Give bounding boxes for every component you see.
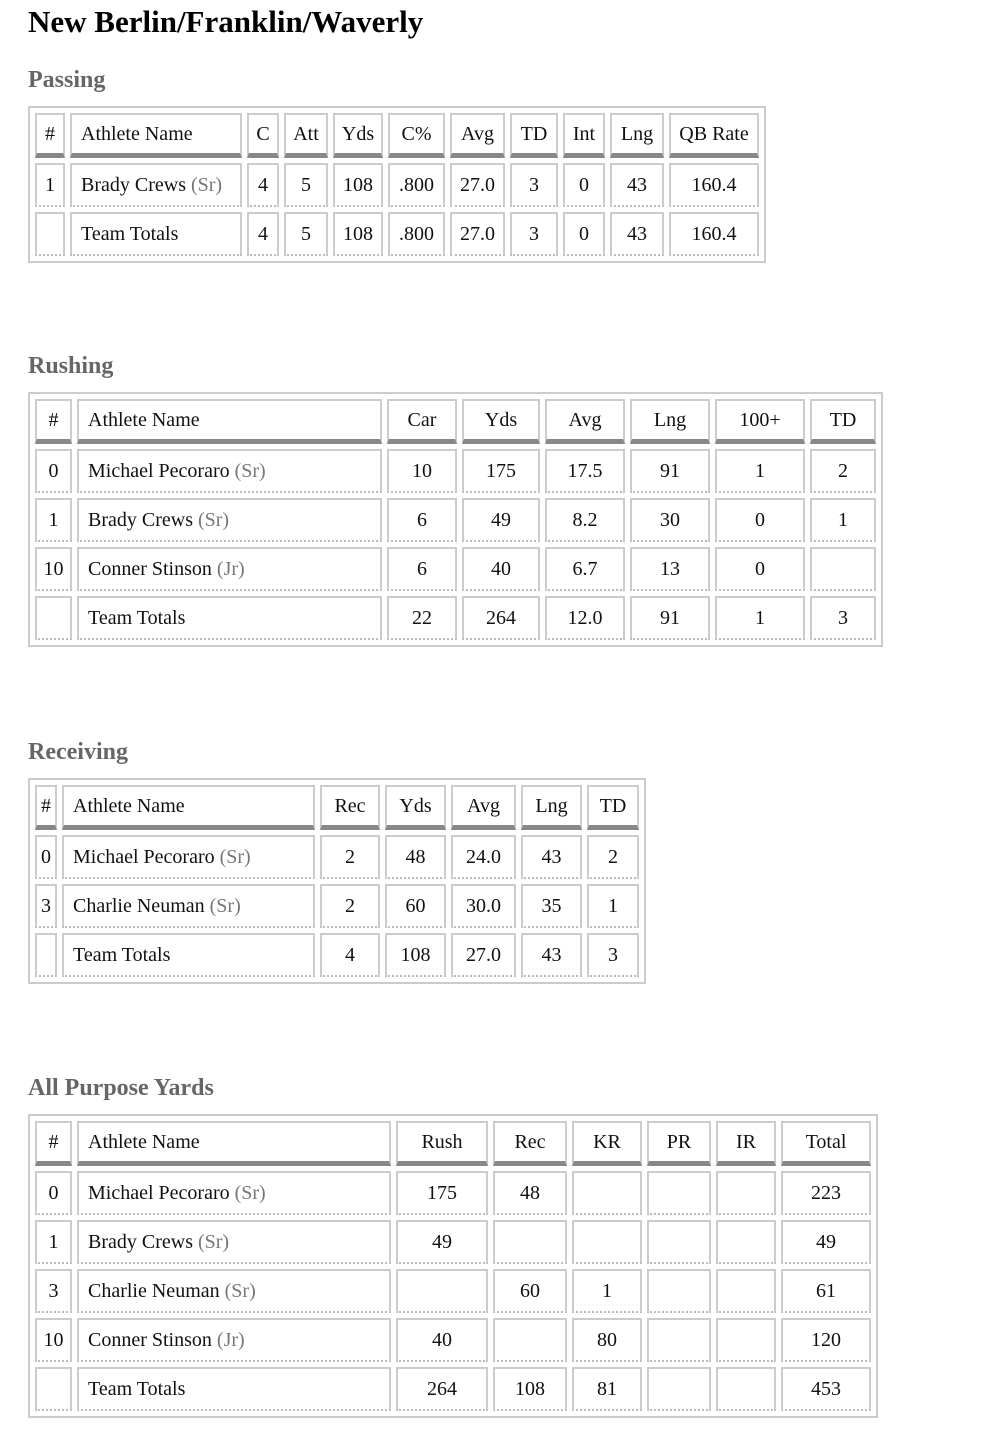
column-header: Lng (610, 113, 664, 158)
table-row (35, 1367, 871, 1411)
athlete-name: Michael Pecoraro (88, 459, 230, 482)
stat-cell: 40 (462, 547, 540, 591)
jersey-number (35, 596, 72, 640)
jersey-number: 10 (35, 1318, 72, 1362)
table-row (35, 1318, 871, 1362)
table-row (35, 547, 876, 591)
column-header: Car (387, 399, 457, 444)
column-header: Rush (396, 1121, 488, 1166)
column-header: PR (647, 1121, 711, 1166)
stat-cell: 1 (810, 498, 876, 542)
stat-cell (716, 1318, 776, 1362)
stat-cell: 43 (521, 933, 582, 977)
athlete-year: (Sr) (209, 894, 241, 917)
stat-cell: 160.4 (669, 212, 759, 256)
stat-cell (647, 1220, 711, 1264)
column-header: Total (781, 1121, 871, 1166)
stat-cell: 61 (781, 1269, 871, 1313)
athlete-name: Team Totals (88, 1377, 186, 1400)
rushing-table (28, 392, 883, 647)
stat-cell: 4 (247, 163, 279, 207)
jersey-number: 1 (35, 498, 72, 542)
stat-cell (647, 1318, 711, 1362)
stat-cell: 108 (385, 933, 446, 977)
jersey-number: 1 (35, 1220, 72, 1264)
stat-cell: 4 (247, 212, 279, 256)
stat-cell: 6 (387, 498, 457, 542)
athlete-name: Brady Crews (88, 1230, 193, 1253)
stat-cell (647, 1171, 711, 1215)
stat-cell: 49 (396, 1220, 488, 1264)
stat-cell: 3 (587, 933, 639, 977)
athlete-name: Team Totals (81, 222, 179, 245)
column-header: TD (510, 113, 558, 158)
stat-cell: 49 (781, 1220, 871, 1264)
stat-cell: 40 (396, 1318, 488, 1362)
stat-cell: 43 (610, 163, 664, 207)
table-row (35, 933, 639, 977)
table-row (35, 884, 639, 928)
stat-cell: 24.0 (451, 835, 516, 879)
athlete-name: Michael Pecoraro (73, 845, 215, 868)
table-header-row (35, 113, 759, 158)
stat-cell: 35 (521, 884, 582, 928)
stat-cell (716, 1367, 776, 1411)
stat-cell: 6 (387, 547, 457, 591)
stat-cell: 4 (320, 933, 380, 977)
stat-cell: 81 (572, 1367, 642, 1411)
stat-cell: 2 (320, 835, 380, 879)
jersey-number: 3 (35, 884, 57, 928)
athlete-cell (77, 1318, 391, 1362)
athlete-year: (Jr) (216, 557, 245, 580)
athlete-name: Charlie Neuman (73, 894, 205, 917)
athlete-cell (70, 163, 242, 207)
stat-cell: 27.0 (451, 933, 516, 977)
athlete-name: Conner Stinson (88, 1328, 212, 1351)
athlete-name: Conner Stinson (88, 557, 212, 580)
stat-cell: 10 (387, 449, 457, 493)
table-row (35, 163, 759, 207)
athlete-cell (77, 1171, 391, 1215)
stat-cell: 1 (715, 449, 805, 493)
column-header: Avg (451, 785, 516, 830)
stat-cell (810, 547, 876, 591)
athlete-cell (77, 547, 382, 591)
stat-cell: 91 (630, 449, 710, 493)
table-row (35, 835, 639, 879)
athlete-cell (77, 449, 382, 493)
stat-cell: 6.7 (545, 547, 625, 591)
stat-cell: 108 (333, 212, 383, 256)
athlete-cell (62, 884, 315, 928)
receiving-table (28, 778, 646, 984)
athlete-year: (Sr) (197, 1230, 230, 1253)
athlete-cell (77, 1220, 391, 1264)
stat-cell: 30.0 (451, 884, 516, 928)
column-header: Int (563, 113, 605, 158)
stat-cell: 120 (781, 1318, 871, 1362)
stat-cell: 0 (563, 163, 605, 207)
athlete-year: (Sr) (190, 173, 223, 196)
table-row (35, 498, 876, 542)
rushing-title: Rushing (28, 353, 114, 379)
column-header: QB Rate (669, 113, 759, 158)
column-header: C (247, 113, 279, 158)
column-header: Avg (450, 113, 505, 158)
stat-cell: 48 (493, 1171, 567, 1215)
column-header: Yds (385, 785, 446, 830)
team-title: New Berlin/Franklin/Waverly (28, 4, 424, 39)
column-header: # (35, 399, 72, 444)
stat-cell: 48 (385, 835, 446, 879)
table-row (35, 596, 876, 640)
table-row (35, 212, 759, 256)
jersey-number (35, 212, 65, 256)
stat-cell (647, 1367, 711, 1411)
column-header: Avg (545, 399, 625, 444)
stat-cell: 8.2 (545, 498, 625, 542)
athlete-year: (Sr) (224, 1279, 256, 1302)
stat-cell: 3 (810, 596, 876, 640)
table-row (35, 1171, 871, 1215)
stat-cell: 60 (385, 884, 446, 928)
column-header: TD (587, 785, 639, 830)
column-header: Athlete Name (70, 113, 242, 158)
stat-cell: 1 (572, 1269, 642, 1313)
stat-cell: 5 (284, 163, 328, 207)
jersey-number: 3 (35, 1269, 72, 1313)
jersey-number (35, 1367, 72, 1411)
stat-cell: 223 (781, 1171, 871, 1215)
jersey-number: 0 (35, 1171, 72, 1215)
athlete-name: Michael Pecoraro (88, 1181, 230, 1204)
all-purpose-table (28, 1114, 878, 1418)
stat-cell: 13 (630, 547, 710, 591)
stat-cell: 160.4 (669, 163, 759, 207)
stat-cell: 91 (630, 596, 710, 640)
athlete-cell (77, 1269, 391, 1313)
receiving-title: Receiving (28, 739, 128, 765)
stat-cell: 175 (462, 449, 540, 493)
stat-cell: 27.0 (450, 212, 505, 256)
column-header: 100+ (715, 399, 805, 444)
athlete-cell (62, 835, 315, 879)
column-header: Yds (333, 113, 383, 158)
stat-cell: .800 (388, 163, 445, 207)
stat-cell (716, 1269, 776, 1313)
column-header: Rec (493, 1121, 567, 1166)
column-header: TD (810, 399, 876, 444)
column-header: Athlete Name (77, 399, 382, 444)
stat-cell: 43 (610, 212, 664, 256)
column-header: # (35, 1121, 72, 1166)
column-header: Athlete Name (77, 1121, 391, 1166)
stat-cell: .800 (388, 212, 445, 256)
stat-cell: 60 (493, 1269, 567, 1313)
athlete-year: (Sr) (234, 459, 266, 482)
stat-cell (572, 1220, 642, 1264)
stat-cell: 49 (462, 498, 540, 542)
stat-cell (493, 1318, 567, 1362)
column-header: # (35, 113, 65, 158)
stat-cell: 453 (781, 1367, 871, 1411)
athlete-cell (77, 1367, 391, 1411)
athlete-year: (Sr) (197, 508, 230, 531)
stat-cell: 17.5 (545, 449, 625, 493)
athlete-year: (Sr) (219, 845, 251, 868)
stat-cell: 3 (510, 212, 558, 256)
stat-cell (493, 1220, 567, 1264)
stat-cell (647, 1269, 711, 1313)
jersey-number: 1 (35, 163, 65, 207)
column-header: Rec (320, 785, 380, 830)
athlete-name: Team Totals (73, 943, 171, 966)
column-header: KR (572, 1121, 642, 1166)
stat-cell: 108 (333, 163, 383, 207)
athlete-year: (Sr) (234, 1181, 266, 1204)
stat-cell: 0 (715, 498, 805, 542)
jersey-number (35, 933, 57, 977)
athlete-year: (Jr) (216, 1328, 245, 1351)
column-header: IR (716, 1121, 776, 1166)
stat-cell (572, 1171, 642, 1215)
stat-cell: 2 (587, 835, 639, 879)
jersey-number: 0 (35, 449, 72, 493)
stat-cell: 264 (396, 1367, 488, 1411)
stat-cell (716, 1171, 776, 1215)
table-row (35, 449, 876, 493)
stat-cell: 1 (715, 596, 805, 640)
table-header-row (35, 399, 876, 444)
table-header-row (35, 1121, 871, 1166)
stat-cell (716, 1220, 776, 1264)
column-header: Yds (462, 399, 540, 444)
column-header: Athlete Name (62, 785, 315, 830)
athlete-name: Charlie Neuman (88, 1279, 220, 1302)
athlete-name: Brady Crews (81, 173, 186, 196)
athlete-name: Team Totals (88, 606, 186, 629)
athlete-name: Brady Crews (88, 508, 193, 531)
column-header: C% (388, 113, 445, 158)
jersey-number: 10 (35, 547, 72, 591)
stat-cell: 1 (587, 884, 639, 928)
table-header-row (35, 785, 639, 830)
all-purpose-title: All Purpose Yards (28, 1075, 214, 1101)
stat-cell: 12.0 (545, 596, 625, 640)
stat-cell: 43 (521, 835, 582, 879)
table-row (35, 1269, 871, 1313)
stat-cell: 30 (630, 498, 710, 542)
stat-cell (396, 1269, 488, 1313)
stat-cell: 22 (387, 596, 457, 640)
passing-table (28, 106, 766, 263)
athlete-cell (77, 596, 382, 640)
column-header: Lng (521, 785, 582, 830)
column-header: # (35, 785, 57, 830)
column-header: Att (284, 113, 328, 158)
stat-cell: 2 (320, 884, 380, 928)
stat-cell: 108 (493, 1367, 567, 1411)
column-header: Lng (630, 399, 710, 444)
table-row (35, 1220, 871, 1264)
stat-cell: 80 (572, 1318, 642, 1362)
stat-cell: 0 (715, 547, 805, 591)
stat-cell: 0 (563, 212, 605, 256)
stat-cell: 175 (396, 1171, 488, 1215)
stat-cell: 27.0 (450, 163, 505, 207)
stat-cell: 264 (462, 596, 540, 640)
passing-title: Passing (28, 67, 106, 93)
stat-cell: 5 (284, 212, 328, 256)
jersey-number: 0 (35, 835, 57, 879)
athlete-cell (70, 212, 242, 256)
athlete-cell (62, 933, 315, 977)
stat-cell: 3 (510, 163, 558, 207)
athlete-cell (77, 498, 382, 542)
stat-cell: 2 (810, 449, 876, 493)
